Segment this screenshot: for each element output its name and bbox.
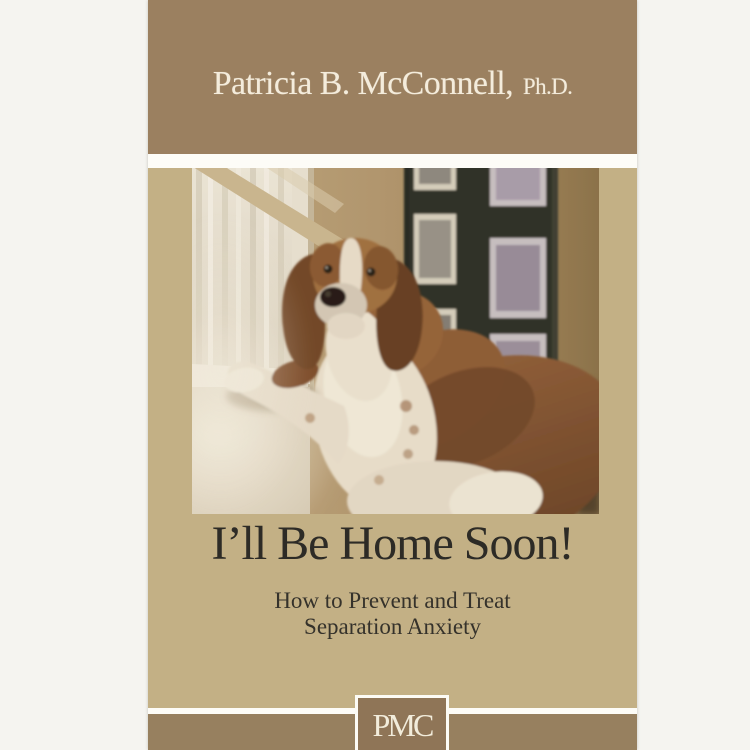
subtitle-line-1: How to Prevent and Treat bbox=[274, 588, 511, 613]
book-cover bbox=[148, 0, 637, 750]
subtitle-line-2: Separation Anxiety bbox=[304, 614, 481, 639]
publisher-logo bbox=[355, 695, 449, 750]
author-name: Patricia B. McConnell, bbox=[212, 65, 513, 102]
author-degree: Ph.D. bbox=[522, 74, 573, 99]
cover-top-band bbox=[148, 0, 637, 154]
top-divider bbox=[148, 154, 637, 168]
book-subtitle bbox=[148, 588, 637, 640]
book-title: I’ll Be Home Soon! bbox=[211, 517, 574, 570]
author-line bbox=[213, 65, 573, 103]
cover-photo-basset-hound bbox=[192, 168, 599, 514]
publisher-logo-text: PMC bbox=[372, 707, 432, 743]
